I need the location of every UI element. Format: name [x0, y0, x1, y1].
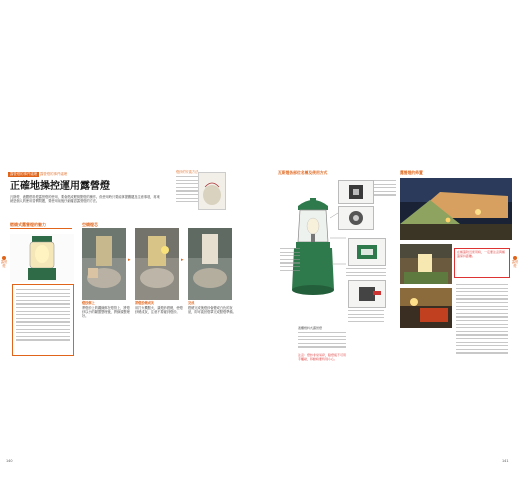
series-badge: 露營燈的事件處理 — [10, 172, 38, 176]
section-scene: 露營燈的佈置 — [400, 170, 423, 175]
step-3-title: 完成 — [188, 301, 195, 305]
part-photo-2 — [338, 206, 374, 230]
lantern-flame-photo — [10, 234, 74, 282]
part-text-1 — [374, 180, 396, 198]
scene-note-box — [454, 248, 510, 278]
part-photo-4 — [348, 280, 386, 308]
charm-text-box — [12, 284, 74, 356]
parts-body-text — [298, 332, 346, 350]
step-3-text: 燃燒完成後燈紗會變成白色的灰狀，即可裝回燈罩完成點燈準備。 — [188, 306, 236, 315]
scene-body-text — [456, 284, 508, 356]
step-2-text: 用打火機點火，讓燈紗燃燒，使燈紗燒成灰，注意不要碰到燈紗。 — [135, 306, 183, 315]
right-side-tab — [511, 256, 519, 268]
step-1-title: 燈紗綁上 — [82, 301, 95, 305]
step-arrow-2: ▸ — [181, 257, 184, 263]
mantle-text — [176, 176, 198, 205]
scene-photo-night-tent — [400, 178, 512, 240]
step-1-photo — [82, 228, 126, 300]
scene-photo-hanging-lamp — [400, 288, 452, 328]
left-side-tab-label: 露營燈 — [0, 260, 8, 268]
part-photo-1 — [338, 180, 374, 204]
section-parts: 瓦斯燈各部位名稱及使用方式 — [278, 170, 328, 175]
mantle-label: 燈紗的安裝方法 — [176, 170, 199, 174]
section-steps: 空燒燈芯 — [82, 222, 98, 227]
diagram-labels-left — [280, 248, 300, 273]
right-side-tab-label: 露營燈 — [511, 260, 519, 268]
part-photo-3 — [348, 238, 386, 266]
step-3-photo — [188, 228, 232, 300]
step-2-title: 將燈紗燒成灰 — [135, 301, 155, 305]
right-page-number: 141 — [502, 459, 509, 463]
intro-text: 瓦斯燈、液體燃料燈露營燈的使用，要會燃成輕微點燈的操作。但使用時只要能掌握關鍵及注意事項，再來就是個人的使用習慣問題，要使用前後仔細確認露營燈的方法。 — [10, 195, 160, 204]
part-text-3 — [346, 268, 386, 279]
section-rule — [10, 228, 72, 229]
left-side-tab — [0, 256, 8, 268]
red-warning-note: 注意：燈紗非常易碎，點燈後不可用手觸碰，移動時要特別小心。 — [298, 353, 347, 361]
page-title: 正確地操控運用露營燈 — [10, 181, 110, 192]
section-charm: 燃燒式露營燈的魅力 — [10, 222, 46, 227]
left-page-number: 140 — [6, 459, 13, 463]
right-page — [276, 160, 514, 370]
series-label: 露營燈的事件處理 — [40, 172, 68, 176]
step-2-photo — [135, 228, 179, 300]
left-page — [8, 160, 250, 370]
part-text-4 — [348, 310, 384, 324]
scene-photo-table-lamp — [400, 244, 452, 284]
mantle-photo — [198, 172, 226, 210]
parts-caption: 液體燃料式露營燈 — [298, 326, 323, 330]
step-1-text: 將燈紗上的繩線綁在燈管上，將燈紗以小的皺摺整理後，將線頭整理好。 — [82, 306, 130, 319]
scene-note: 在帳篷附近使用時，一定要注意與帳篷保持距離。 — [457, 250, 506, 258]
step-arrow-1: ▸ — [128, 257, 131, 263]
